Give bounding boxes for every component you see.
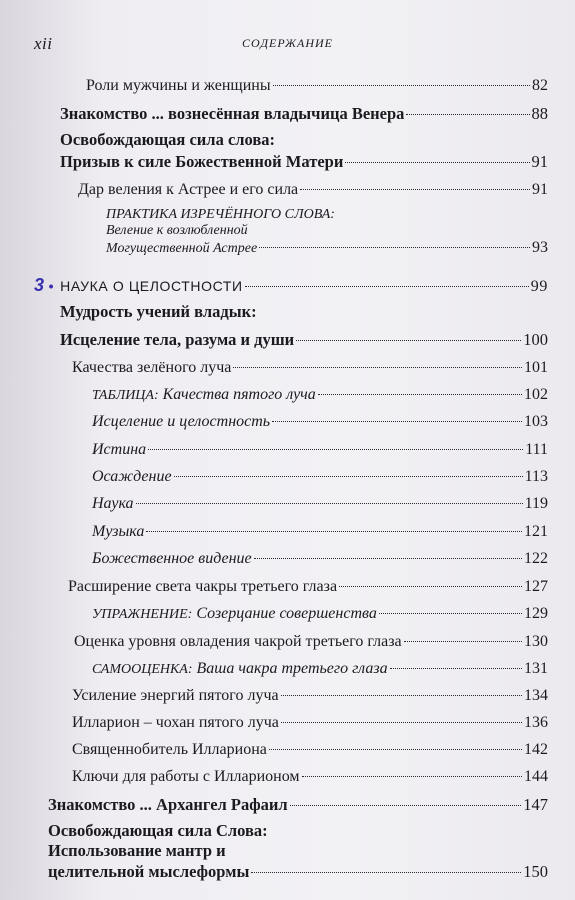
toc-page-number: 127 (524, 578, 548, 595)
toc-entry-green-ray[interactable] (72, 358, 548, 378)
toc-practice-line: ПРАКТИКА ИЗРЕЧЁННОГО СЛОВА: (106, 207, 335, 222)
toc-page-number: 101 (524, 359, 548, 376)
page-folio: xii (34, 34, 53, 53)
toc-entry-label: Оценка уровня овладения чакрой третьего глаза (74, 633, 402, 650)
toc-entry-precipitation[interactable] (92, 467, 548, 487)
leader-dots (245, 286, 529, 287)
toc-entry-self-assessment[interactable] (92, 659, 548, 680)
toc-page-number: 122 (524, 550, 548, 567)
toc-page-number: 131 (524, 660, 548, 677)
toc-entry-astrea-practice[interactable] (106, 238, 548, 259)
toc-entry-label: Знакомство ... Архангел Рафаил (48, 795, 288, 814)
entry-prefix: УПРАЖНЕНИЕ: (92, 607, 193, 622)
toc-entry-hilarion-keys[interactable] (72, 767, 548, 787)
toc-page-number: 88 (531, 104, 548, 123)
toc-entry-label: Знакомство ... вознесённая владычица Венера (60, 104, 405, 123)
toc-entry-label: Илларион – чохан пятого луча (72, 714, 279, 731)
leader-dots (281, 722, 522, 723)
leader-dots (296, 340, 521, 341)
leader-dots (345, 162, 529, 163)
leader-dots (254, 558, 522, 559)
toc-entry-fifth-ray-energy[interactable] (72, 686, 548, 706)
toc-entry-label: Дар веления к Астрее и его сила (78, 181, 299, 198)
toc-page-number: 91 (532, 181, 548, 198)
leader-dots (281, 695, 522, 696)
toc-page-number: 119 (524, 495, 548, 512)
toc-entry-science[interactable] (92, 494, 548, 514)
toc-entry-healing[interactable] (60, 330, 548, 350)
toc-practice-line: Веление к возлюбленной (106, 223, 248, 238)
entry-text: Созерцание совершенства (192, 605, 377, 622)
toc-entry-label: Расширение света чакры третьего глаза (68, 578, 338, 595)
leader-dots (290, 805, 522, 806)
chapter-bullet: • (48, 278, 55, 294)
toc-entry-label: Могущественной Астрее (106, 241, 258, 256)
running-head: СОДЕРЖАНИЕ (241, 36, 334, 50)
toc-entry-label: Музыка (92, 523, 145, 540)
toc-entry-label: Наука (92, 495, 134, 512)
toc-entry-astrea-gift[interactable] (78, 180, 548, 200)
toc-entry-label (92, 385, 316, 406)
leader-dots (406, 114, 529, 115)
toc-page-number: 93 (532, 239, 548, 256)
leader-dots (273, 85, 530, 86)
toc-entry-label: Осаждение (92, 468, 172, 485)
toc-entry-divine-mother[interactable] (60, 152, 548, 172)
entry-prefix: ТАБЛИЦА: (92, 388, 159, 403)
toc-entry-label: целительной мыслеформы (48, 862, 250, 881)
toc-page-number: 91 (531, 152, 548, 171)
toc-entry-exercise[interactable] (92, 604, 548, 625)
toc-entry-heading-line: Освобождающая сила Слова: (48, 821, 268, 840)
leader-dots (302, 776, 522, 777)
toc-entry-mantras[interactable] (48, 862, 548, 882)
leader-dots (146, 531, 522, 532)
toc-entry-table[interactable] (92, 385, 548, 406)
leader-dots (390, 668, 522, 669)
toc-page-number: 100 (523, 330, 548, 349)
toc-page-number: 134 (524, 687, 548, 704)
toc-entry-music[interactable] (92, 522, 548, 542)
leader-dots (272, 421, 522, 422)
toc-entry-label (92, 659, 388, 680)
toc-chapter-3[interactable] (34, 275, 548, 296)
toc-page-number: 150 (523, 862, 548, 881)
leader-dots (174, 476, 523, 477)
toc-page-number: 129 (524, 605, 548, 622)
entry-text: Ваша чакра третьего глаза (192, 660, 388, 677)
toc-page-number: 144 (524, 768, 548, 785)
leader-dots (300, 189, 530, 190)
toc-entry-label: Усиление энергий пятого луча (72, 687, 279, 704)
toc-entry-venus[interactable] (60, 104, 548, 124)
toc-page-number: 113 (524, 468, 548, 485)
toc-entry-hilarion-retreat[interactable] (72, 740, 548, 760)
leader-dots (251, 872, 521, 873)
toc-entry-label: Призыв к силе Божественной Матери (60, 152, 344, 171)
toc-entry-heading-line: Использование мантр и (48, 841, 226, 860)
toc-page-number: 82 (532, 77, 548, 94)
toc-entry-divine-vision[interactable] (92, 549, 548, 569)
leader-dots (136, 503, 523, 504)
toc-entry-label: Роли мужчины и женщины (86, 77, 271, 94)
toc-entry-label: Истина (92, 441, 147, 458)
toc-page-number: 147 (523, 795, 548, 814)
toc-entry-label: Качества зелёного луча (72, 359, 232, 376)
toc-entry-hilarion-chohan[interactable] (72, 713, 548, 733)
leader-dots (269, 749, 522, 750)
leader-dots (404, 641, 522, 642)
toc-page-number: 142 (524, 741, 548, 758)
toc-entry-heading-line: Освобождающая сила слова: (60, 130, 276, 149)
toc-entry-label: Божественное видение (92, 550, 252, 567)
toc-page-number: 111 (525, 441, 548, 458)
leader-dots (233, 367, 522, 368)
toc-page-number: 130 (524, 633, 548, 650)
leader-dots (259, 247, 530, 248)
toc-entry-third-eye-mastery[interactable] (74, 632, 548, 652)
toc-page-number: 121 (524, 523, 548, 540)
leader-dots (339, 586, 522, 587)
leader-dots (379, 613, 522, 614)
chapter-title: НАУКА О ЦЕЛОСТНОСТИ (60, 278, 243, 294)
toc-page-number: 102 (524, 386, 548, 403)
entry-prefix: САМООЦЕНКА: (92, 662, 193, 677)
chapter-number: 3 (34, 275, 45, 295)
toc-entry-label: Исцеление и целостность (92, 413, 271, 430)
toc-entry-raphael[interactable] (48, 795, 548, 815)
toc-entry-roles[interactable] (86, 76, 548, 96)
toc-page-number: 136 (524, 714, 548, 731)
toc-entry-label: Ключи для работы с Илларионом (72, 768, 300, 785)
toc-entry-label: Священнобитель Иллариона (72, 741, 267, 758)
toc-entry-label (92, 604, 377, 625)
toc-page-number: 103 (524, 413, 548, 430)
toc-entry-truth[interactable] (92, 440, 548, 460)
entry-text: Качества пятого луча (158, 386, 316, 403)
toc-entry-wholeness[interactable] (92, 412, 548, 432)
leader-dots (318, 394, 522, 395)
leader-dots (148, 449, 523, 450)
toc-entry-label: Исцеление тела, разума и души (60, 330, 295, 349)
toc-entry-third-eye-light[interactable] (68, 577, 548, 597)
toc-entry-heading-line: Мудрость учений владык: (60, 302, 257, 321)
toc-page-number: 99 (530, 278, 548, 295)
